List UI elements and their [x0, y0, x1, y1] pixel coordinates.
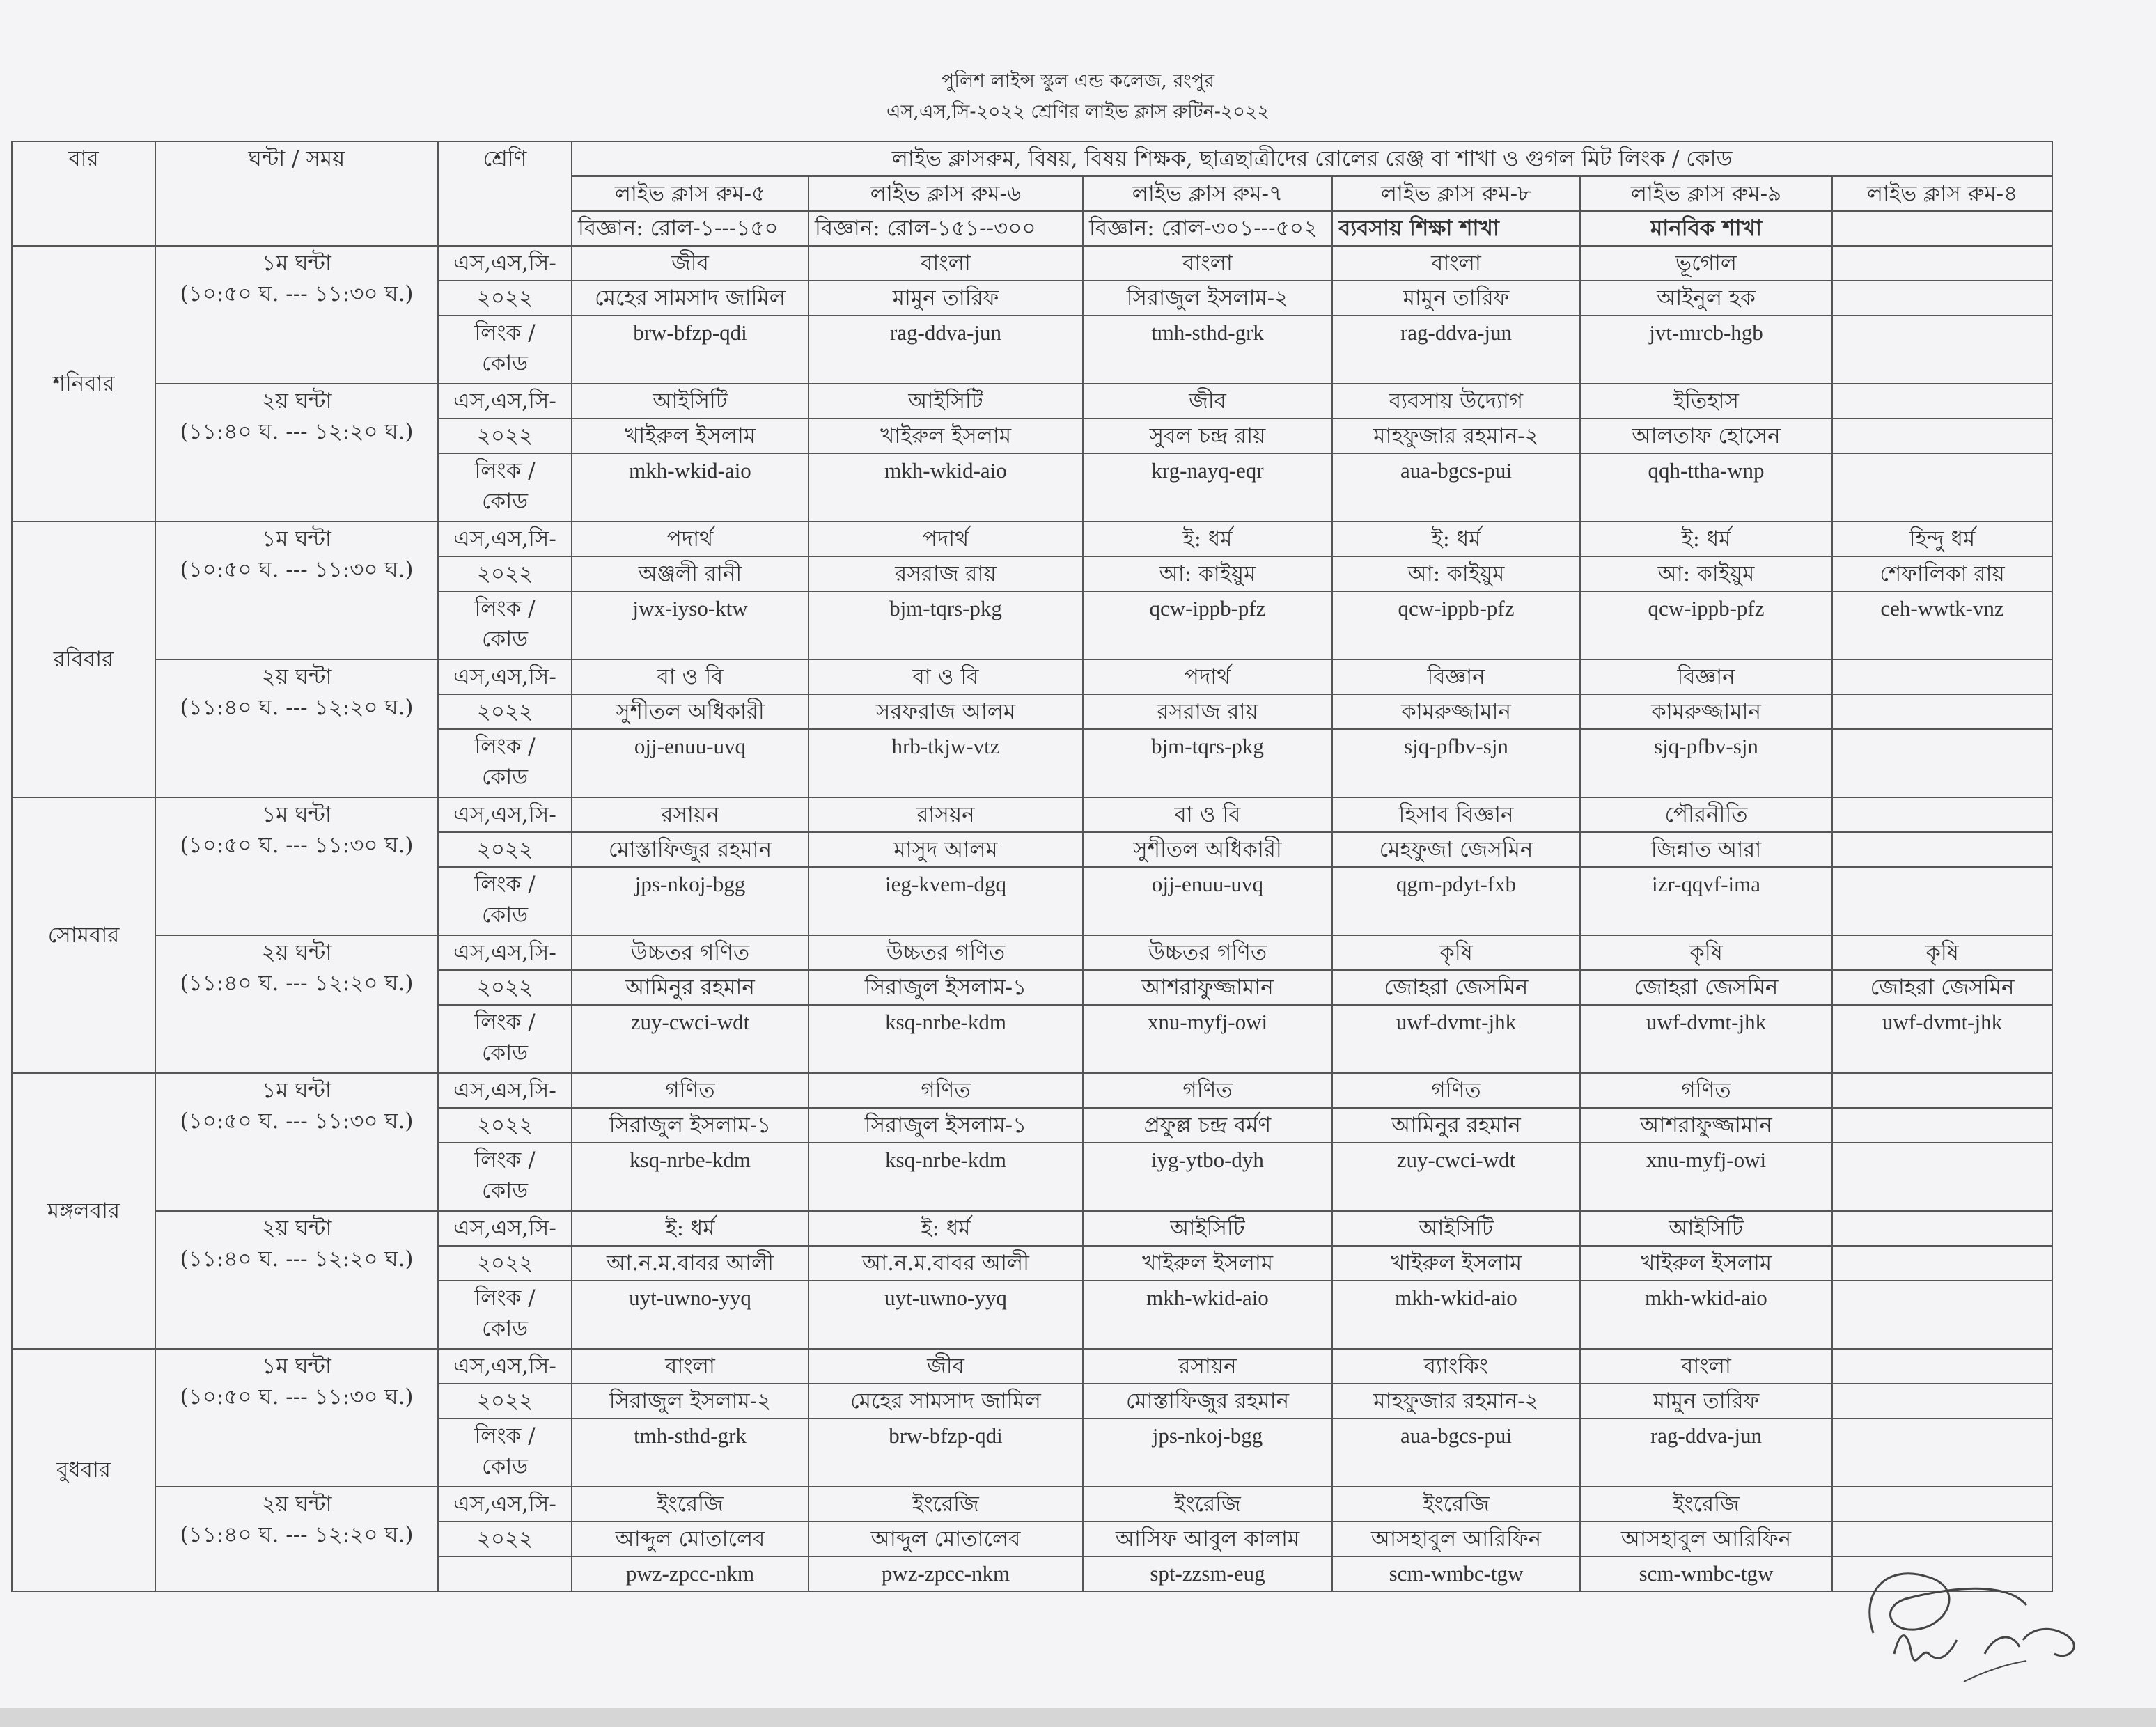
teacher-cell: খাইরুল ইসলাম: [808, 419, 1083, 453]
meet-code-link[interactable]: uyt-uwno-yyq: [572, 1281, 808, 1349]
period-name: ১ম ঘন্টা: [262, 251, 331, 276]
link-label-a: লিংক /: [474, 734, 536, 759]
teacher-cell: আ.ন.ম.বাবর আলী: [572, 1246, 808, 1281]
teacher-cell: মোস্তাফিজুর রহমান: [572, 832, 808, 867]
teacher-cell: আ: কাইয়ুম: [1083, 556, 1332, 591]
meet-code-link[interactable]: [1832, 315, 2052, 384]
meet-code-link[interactable]: rag-ddva-jun: [1332, 315, 1580, 384]
period-time: (১১:৪০ ঘ. --- ১২:২০ ঘ.): [180, 1247, 414, 1272]
meet-code-link[interactable]: pwz-zpcc-nkm: [808, 1556, 1083, 1591]
link-label: [438, 453, 572, 522]
link-label: [438, 1419, 572, 1487]
subject-cell: কৃষি: [1332, 935, 1580, 970]
class-year: ২০২২: [438, 1522, 572, 1556]
period-row-subject: [12, 522, 2052, 556]
subject-cell: গণিত: [1332, 1073, 1580, 1108]
meet-code-link[interactable]: mkh-wkid-aio: [572, 453, 808, 522]
link-label: [438, 315, 572, 384]
subject-cell: [1832, 1349, 2052, 1384]
subject-cell: [1832, 1487, 2052, 1522]
meet-code-link[interactable]: hrb-tkjw-vtz: [808, 729, 1083, 797]
teacher-cell: সিরাজুল ইসলাম-২: [1083, 281, 1332, 315]
col-header-group: লাইভ ক্লাসরুম, বিষয়, বিষয় শিক্ষক, ছাত্রছাত্রীদের রোলের রেঞ্জ বা শাখা ও গুগল মিট লিংক / কোড: [572, 141, 2052, 176]
teacher-cell: মামুন তারিফ: [1332, 281, 1580, 315]
class-label: এস,এস,সি-: [438, 246, 572, 281]
subject-cell: আইসিটি: [1580, 1211, 1832, 1246]
section-header: বিজ্ঞান: রোল-১---১৫০: [572, 211, 808, 246]
link-label: [438, 591, 572, 659]
teacher-cell: আ: কাইয়ুম: [1580, 556, 1832, 591]
meet-code-link[interactable]: bjm-tqrs-pkg: [808, 591, 1083, 659]
subject-cell: আইসিটি: [1332, 1211, 1580, 1246]
period-name: ২য় ঘন্টা: [261, 389, 332, 414]
teacher-cell: আসিফ আবুল কালাম: [1083, 1522, 1332, 1556]
day-name: বুধবার: [12, 1349, 155, 1591]
link-label-b: কোড: [481, 1454, 529, 1479]
section-header: মানবিক শাখা: [1580, 211, 1832, 246]
teacher-cell: জিন্নাত আরা: [1580, 832, 1832, 867]
meet-code-link[interactable]: qgm-pdyt-fxb: [1332, 867, 1580, 935]
routine-body: [12, 141, 2052, 1591]
meet-code-link[interactable]: tmh-sthd-grk: [1083, 315, 1332, 384]
meet-code-link[interactable]: xnu-myfj-owi: [1580, 1143, 1832, 1211]
period-time: (১১:৪০ ঘ. --- ১২:২০ ঘ.): [180, 971, 414, 996]
teacher-cell: শেফালিকা রায়: [1832, 556, 2052, 591]
subject-cell: পদার্থ: [572, 522, 808, 556]
subject-cell: কৃষি: [1580, 935, 1832, 970]
school-name: পুলিশ লাইন্স স্কুল এন্ড কলেজ, রংপুর: [941, 70, 1215, 92]
teacher-cell: মাসুদ আলম: [808, 832, 1083, 867]
period-time: (১০:৫০ ঘ. --- ১১:৩০ ঘ.): [180, 1384, 414, 1409]
subject-cell: জীব: [572, 246, 808, 281]
teacher-cell: খাইরুল ইসলাম: [1580, 1246, 1832, 1281]
teacher-cell: [1832, 1108, 2052, 1143]
period-row-subject: [12, 935, 2052, 970]
subject-cell: আইসিটি: [808, 384, 1083, 419]
subject-cell: গণিত: [1580, 1073, 1832, 1108]
subject-cell: বাংলা: [808, 246, 1083, 281]
teacher-cell: রসরাজ রায়: [1083, 694, 1332, 729]
period-name: ১ম ঘন্টা: [262, 1354, 331, 1379]
meet-code-link[interactable]: qcw-ippb-pfz: [1083, 591, 1332, 659]
teacher-cell: আ.ন.ম.বাবর আলী: [808, 1246, 1083, 1281]
teacher-cell: মেহের সামসাদ জামিল: [572, 281, 808, 315]
teacher-cell: [1832, 1246, 2052, 1281]
subject-cell: হিন্দু ধর্ম: [1832, 522, 2052, 556]
link-label-b: কোড: [481, 765, 529, 790]
subject-cell: ইতিহাস: [1580, 384, 1832, 419]
link-label-b: কোড: [481, 489, 529, 514]
subject-cell: পদার্থ: [808, 522, 1083, 556]
section-header: [1832, 211, 2052, 246]
subject-cell: [1832, 797, 2052, 832]
period-row-subject: [12, 246, 2052, 281]
teacher-cell: সিরাজুল ইসলাম-১: [572, 1108, 808, 1143]
period-name: ২য় ঘন্টা: [261, 664, 332, 689]
meet-code-link[interactable]: ojj-enuu-uvq: [572, 729, 808, 797]
meet-code-link[interactable]: [1832, 1143, 2052, 1211]
teacher-cell: সুশীতল অধিকারী: [1083, 832, 1332, 867]
teacher-cell: মামুন তারিফ: [1580, 1384, 1832, 1419]
teacher-cell: আইনুল হক: [1580, 281, 1832, 315]
subject-cell: ব্যাংকিং: [1332, 1349, 1580, 1384]
meet-code-link[interactable]: [1832, 1281, 2052, 1349]
section-header: বিজ্ঞান: রোল-১৫১--৩০০: [808, 211, 1083, 246]
subject-cell: পদার্থ: [1083, 659, 1332, 694]
section-header: বিজ্ঞান: রোল-৩০১---৫০২: [1083, 211, 1332, 246]
meet-code-link[interactable]: aua-bgcs-pui: [1332, 453, 1580, 522]
teacher-cell: জোহরা জেসমিন: [1332, 970, 1580, 1005]
subject-cell: জীব: [1083, 384, 1332, 419]
link-label-b: কোড: [481, 1040, 529, 1065]
room-header: লাইভ ক্লাস রুম-৮: [1332, 176, 1580, 211]
teacher-cell: কামরুজ্জামান: [1332, 694, 1580, 729]
link-label-empty: [438, 1556, 572, 1591]
teacher-cell: [1832, 694, 2052, 729]
meet-code-link[interactable]: ksq-nrbe-kdm: [808, 1143, 1083, 1211]
teacher-cell: আশরাফুজ্জামান: [1083, 970, 1332, 1005]
meet-code-link[interactable]: zuy-cwci-wdt: [572, 1005, 808, 1073]
room-header: লাইভ ক্লাস রুম-৭: [1083, 176, 1332, 211]
class-year: ২০২২: [438, 1384, 572, 1419]
room-header: লাইভ ক্লাস রুম-৬: [808, 176, 1083, 211]
period-slot: [155, 1349, 438, 1487]
period-slot: [155, 659, 438, 797]
subject-cell: বাংলা: [1580, 1349, 1832, 1384]
teacher-cell: মামুন তারিফ: [808, 281, 1083, 315]
teacher-cell: মাহফুজার রহমান-২: [1332, 1384, 1580, 1419]
section-header: ব্যবসায় শিক্ষা শাখা: [1332, 211, 1580, 246]
period-slot: [155, 1211, 438, 1349]
col-header-class: শ্রেণি: [438, 141, 572, 246]
subject-cell: বাংলা: [1083, 246, 1332, 281]
period-slot: [155, 797, 438, 935]
class-label: এস,এস,সি-: [438, 1073, 572, 1108]
room-header: লাইভ ক্লাস রুম-৯: [1580, 176, 1832, 211]
meet-code-link[interactable]: aua-bgcs-pui: [1332, 1419, 1580, 1487]
subject-cell: আইসিটি: [572, 384, 808, 419]
subject-cell: পৌরনীতি: [1580, 797, 1832, 832]
subject-cell: রসায়ন: [572, 797, 808, 832]
meet-code-link[interactable]: brw-bfzp-qdi: [808, 1419, 1083, 1487]
teacher-cell: মেহের সামসাদ জামিল: [808, 1384, 1083, 1419]
header-row-1: [12, 141, 2052, 176]
teacher-cell: সরফরাজ আলম: [808, 694, 1083, 729]
subject-cell: গণিত: [1083, 1073, 1332, 1108]
period-time: (১১:৪০ ঘ. --- ১২:২০ ঘ.): [180, 695, 414, 720]
subject-cell: বা ও বি: [808, 659, 1083, 694]
teacher-cell: সিরাজুল ইসলাম-১: [808, 970, 1083, 1005]
teacher-cell: আমিনুর রহমান: [572, 970, 808, 1005]
subject-cell: জীব: [808, 1349, 1083, 1384]
meet-code-link[interactable]: ieg-kvem-dgq: [808, 867, 1083, 935]
subject-cell: বাংলা: [1332, 246, 1580, 281]
period-name: ২য় ঘন্টা: [261, 940, 332, 965]
class-year: ২০২২: [438, 694, 572, 729]
subject-cell: বিজ্ঞান: [1580, 659, 1832, 694]
signature: [1845, 1549, 2110, 1696]
subject-cell: ইংরেজি: [808, 1487, 1083, 1522]
teacher-cell: জোহরা জেসমিন: [1832, 970, 2052, 1005]
meet-code-link[interactable]: bjm-tqrs-pkg: [1083, 729, 1332, 797]
class-label: এস,এস,সি-: [438, 384, 572, 419]
link-label-a: লিংক /: [474, 872, 536, 897]
period-time: (১১:৪০ ঘ. --- ১২:২০ ঘ.): [180, 1522, 414, 1547]
class-label: এস,এস,সি-: [438, 1349, 572, 1384]
subject-cell: ইংরেজি: [1580, 1487, 1832, 1522]
meet-code-link[interactable]: ceh-wwtk-vnz: [1832, 591, 2052, 659]
meet-code-link[interactable]: jps-nkoj-bgg: [572, 867, 808, 935]
meet-code-link[interactable]: uwf-dvmt-jhk: [1580, 1005, 1832, 1073]
teacher-cell: খাইরুল ইসলাম: [1332, 1246, 1580, 1281]
subject-cell: বাংলা: [572, 1349, 808, 1384]
meet-code-link[interactable]: jwx-iyso-ktw: [572, 591, 808, 659]
subject-cell: ব্যবসায় উদ্যোগ: [1332, 384, 1580, 419]
period-slot: [155, 246, 438, 384]
period-name: ২য় ঘন্টা: [261, 1216, 332, 1241]
teacher-cell: অঞ্জলী রানী: [572, 556, 808, 591]
subject-cell: রসায়ন: [1083, 1349, 1332, 1384]
subject-cell: রাসয়ন: [808, 797, 1083, 832]
class-label: এস,এস,সি-: [438, 659, 572, 694]
link-label: [438, 1005, 572, 1073]
meet-code-link[interactable]: ojj-enuu-uvq: [1083, 867, 1332, 935]
link-label-b: কোড: [481, 351, 529, 376]
teacher-cell: মেহফুজা জেসমিন: [1332, 832, 1580, 867]
class-label: এস,এস,সি-: [438, 1211, 572, 1246]
period-slot: [155, 935, 438, 1073]
period-slot: [155, 1073, 438, 1211]
class-label: এস,এস,সি-: [438, 522, 572, 556]
link-label-a: লিংক /: [474, 1148, 536, 1173]
col-header-day: বার: [12, 141, 155, 246]
meet-code-link[interactable]: qqh-ttha-wnp: [1580, 453, 1832, 522]
link-label-a: লিংক /: [474, 458, 536, 483]
teacher-cell: আশরাফুজ্জামান: [1580, 1108, 1832, 1143]
class-label: এস,এস,সি-: [438, 935, 572, 970]
teacher-cell: কামরুজ্জামান: [1580, 694, 1832, 729]
scan-edge: [0, 1708, 2156, 1727]
class-label: এস,এস,সি-: [438, 1487, 572, 1522]
meet-code-link[interactable]: uwf-dvmt-jhk: [1332, 1005, 1580, 1073]
meet-code-link[interactable]: spt-zzsm-eug: [1083, 1556, 1332, 1591]
subject-cell: [1832, 659, 2052, 694]
subject-cell: গণিত: [572, 1073, 808, 1108]
teacher-cell: আব্দুল মোতালেব: [572, 1522, 808, 1556]
subject-cell: ভূগোল: [1580, 246, 1832, 281]
meet-code-link[interactable]: sjq-pfbv-sjn: [1580, 729, 1832, 797]
link-label-b: কোড: [481, 627, 529, 652]
subject-cell: কৃষি: [1832, 935, 2052, 970]
period-name: ১ম ঘন্টা: [262, 1078, 331, 1103]
meet-code-link[interactable]: scm-wmbc-tgw: [1332, 1556, 1580, 1591]
teacher-cell: [1832, 832, 2052, 867]
meet-code-link[interactable]: jvt-mrcb-hgb: [1580, 315, 1832, 384]
meet-code-link[interactable]: rag-ddva-jun: [1580, 1419, 1832, 1487]
subject-cell: বা ও বি: [572, 659, 808, 694]
period-time: (১১:৪০ ঘ. --- ১২:২০ ঘ.): [180, 419, 414, 444]
teacher-cell: রসরাজ রায়: [808, 556, 1083, 591]
link-label: [438, 1281, 572, 1349]
meet-code-link[interactable]: mkh-wkid-aio: [808, 453, 1083, 522]
period-time: (১০:৫০ ঘ. --- ১১:৩০ ঘ.): [180, 1109, 414, 1134]
class-year: ২০২২: [438, 1246, 572, 1281]
meet-code-link[interactable]: qcw-ippb-pfz: [1580, 591, 1832, 659]
meet-code-link[interactable]: zuy-cwci-wdt: [1332, 1143, 1580, 1211]
routine-table: [11, 141, 2053, 1592]
link-label-a: লিংক /: [474, 1010, 536, 1035]
meet-code-link[interactable]: izr-qqvf-ima: [1580, 867, 1832, 935]
meet-code-link[interactable]: uwf-dvmt-jhk: [1832, 1005, 2052, 1073]
period-row-subject: [12, 797, 2052, 832]
teacher-cell: [1832, 419, 2052, 453]
meet-code-link[interactable]: mkh-wkid-aio: [1580, 1281, 1832, 1349]
teacher-cell: সুবল চন্দ্র রায়: [1083, 419, 1332, 453]
col-header-time: ঘন্টা / সময়: [155, 141, 438, 246]
teacher-cell: খাইরুল ইসলাম: [572, 419, 808, 453]
period-time: (১০:৫০ ঘ. --- ১১:৩০ ঘ.): [180, 557, 414, 582]
teacher-cell: আসহাবুল আরিফিন: [1332, 1522, 1580, 1556]
teacher-cell: আসহাবুল আরিফিন: [1580, 1522, 1832, 1556]
subject-cell: বিজ্ঞান: [1332, 659, 1580, 694]
subject-cell: উচ্চতর গণিত: [1083, 935, 1332, 970]
meet-code-link[interactable]: xnu-myfj-owi: [1083, 1005, 1332, 1073]
room-header: লাইভ ক্লাস রুম-৫: [572, 176, 808, 211]
subject-cell: ই: ধর্ম: [1332, 522, 1580, 556]
period-time: (১০:৫০ ঘ. --- ১১:৩০ ঘ.): [180, 833, 414, 858]
period-name: ১ম ঘন্টা: [262, 526, 331, 552]
meet-code-link[interactable]: qcw-ippb-pfz: [1332, 591, 1580, 659]
period-row-subject: [12, 1211, 2052, 1246]
subject-cell: ই: ধর্ম: [1083, 522, 1332, 556]
period-row-subject: [12, 384, 2052, 419]
subject-cell: হিসাব বিজ্ঞান: [1332, 797, 1580, 832]
subject-cell: [1832, 1211, 2052, 1246]
period-name: ১ম ঘন্টা: [262, 802, 331, 827]
class-label: এস,এস,সি-: [438, 797, 572, 832]
room-header: লাইভ ক্লাস রুম-৪: [1832, 176, 2052, 211]
meet-code-link[interactable]: pwz-zpcc-nkm: [572, 1556, 808, 1591]
teacher-cell: মোস্তাফিজুর রহমান: [1083, 1384, 1332, 1419]
subject-cell: আইসিটি: [1083, 1211, 1332, 1246]
teacher-cell: সিরাজুল ইসলাম-১: [808, 1108, 1083, 1143]
meet-code-link[interactable]: mkh-wkid-aio: [1083, 1281, 1332, 1349]
link-label-b: কোড: [481, 1178, 529, 1203]
teacher-cell: প্রফুল্ল চন্দ্র বর্মণ: [1083, 1108, 1332, 1143]
meet-code-link[interactable]: iyg-ytbo-dyh: [1083, 1143, 1332, 1211]
subject-cell: [1832, 384, 2052, 419]
subject-cell: ইংরেজি: [572, 1487, 808, 1522]
class-year: ২০২২: [438, 1108, 572, 1143]
teacher-cell: [1832, 281, 2052, 315]
subject-cell: গণিত: [808, 1073, 1083, 1108]
meet-code-link[interactable]: [1832, 729, 2052, 797]
subject-cell: বা ও বি: [1083, 797, 1332, 832]
meet-code-link[interactable]: ksq-nrbe-kdm: [572, 1143, 808, 1211]
period-time: (১০:৫০ ঘ. --- ১১:৩০ ঘ.): [180, 281, 414, 306]
meet-code-link[interactable]: sjq-pfbv-sjn: [1332, 729, 1580, 797]
meet-code-link[interactable]: [1832, 867, 2052, 935]
subject-cell: ই: ধর্ম: [572, 1211, 808, 1246]
teacher-cell: আ: কাইয়ুম: [1332, 556, 1580, 591]
subject-cell: ইংরেজি: [1083, 1487, 1332, 1522]
meet-code-link[interactable]: ksq-nrbe-kdm: [808, 1005, 1083, 1073]
class-year: ২০২২: [438, 556, 572, 591]
period-slot: [155, 522, 438, 659]
subject-cell: [1832, 1073, 2052, 1108]
teacher-cell: আমিনুর রহমান: [1332, 1108, 1580, 1143]
meet-code-link[interactable]: [1832, 1419, 2052, 1487]
day-name: রবিবার: [12, 522, 155, 797]
class-year: ২০২২: [438, 419, 572, 453]
meet-code-link[interactable]: mkh-wkid-aio: [1332, 1281, 1580, 1349]
meet-code-link[interactable]: tmh-sthd-grk: [572, 1419, 808, 1487]
meet-code-link[interactable]: jps-nkoj-bgg: [1083, 1419, 1332, 1487]
meet-code-link[interactable]: [1832, 453, 2052, 522]
meet-code-link[interactable]: brw-bfzp-qdi: [572, 315, 808, 384]
link-label: [438, 1143, 572, 1211]
period-row-subject: [12, 1073, 2052, 1108]
teacher-cell: খাইরুল ইসলাম: [1083, 1246, 1332, 1281]
meet-code-link[interactable]: uyt-uwno-yyq: [808, 1281, 1083, 1349]
link-label-a: লিংক /: [474, 596, 536, 621]
teacher-cell: সিরাজুল ইসলাম-২: [572, 1384, 808, 1419]
day-name: শনিবার: [12, 246, 155, 522]
teacher-cell: আলতাফ হোসেন: [1580, 419, 1832, 453]
meet-code-link[interactable]: rag-ddva-jun: [808, 315, 1083, 384]
link-label-a: লিংক /: [474, 1423, 536, 1448]
meet-code-link[interactable]: krg-nayq-eqr: [1083, 453, 1332, 522]
teacher-cell: [1832, 1384, 2052, 1419]
page-header: [0, 67, 2156, 128]
class-year: ২০২২: [438, 281, 572, 315]
period-row-subject: [12, 1349, 2052, 1384]
period-slot: [155, 384, 438, 522]
period-row-subject: [12, 1487, 2052, 1522]
class-year: ২০২২: [438, 832, 572, 867]
routine-title: এস,এস,সি-২০২২ শ্রেণির লাইভ ক্লাস রুটিন-২০২২: [886, 101, 1270, 123]
day-name: সোমবার: [12, 797, 155, 1073]
meet-code-link[interactable]: scm-wmbc-tgw: [1580, 1556, 1832, 1591]
period-name: ২য় ঘন্টা: [261, 1492, 332, 1517]
subject-cell: উচ্চতর গণিত: [572, 935, 808, 970]
link-label-a: লিংক /: [474, 1286, 536, 1311]
day-name: মঙ্গলবার: [12, 1073, 155, 1349]
period-slot: [155, 1487, 438, 1591]
subject-cell: ইংরেজি: [1332, 1487, 1580, 1522]
link-label: [438, 729, 572, 797]
subject-cell: [1832, 246, 2052, 281]
link-label-a: লিংক /: [474, 320, 536, 345]
class-year: ২০২২: [438, 970, 572, 1005]
teacher-cell: আব্দুল মোতালেব: [808, 1522, 1083, 1556]
subject-cell: উচ্চতর গণিত: [808, 935, 1083, 970]
subject-cell: ই: ধর্ম: [1580, 522, 1832, 556]
link-label-b: কোড: [481, 1316, 529, 1341]
teacher-cell: মাহফুজার রহমান-২: [1332, 419, 1580, 453]
subject-cell: ই: ধর্ম: [808, 1211, 1083, 1246]
teacher-cell: জোহরা জেসমিন: [1580, 970, 1832, 1005]
period-row-subject: [12, 659, 2052, 694]
link-label-b: কোড: [481, 902, 529, 928]
teacher-cell: সুশীতল অধিকারী: [572, 694, 808, 729]
link-label: [438, 867, 572, 935]
